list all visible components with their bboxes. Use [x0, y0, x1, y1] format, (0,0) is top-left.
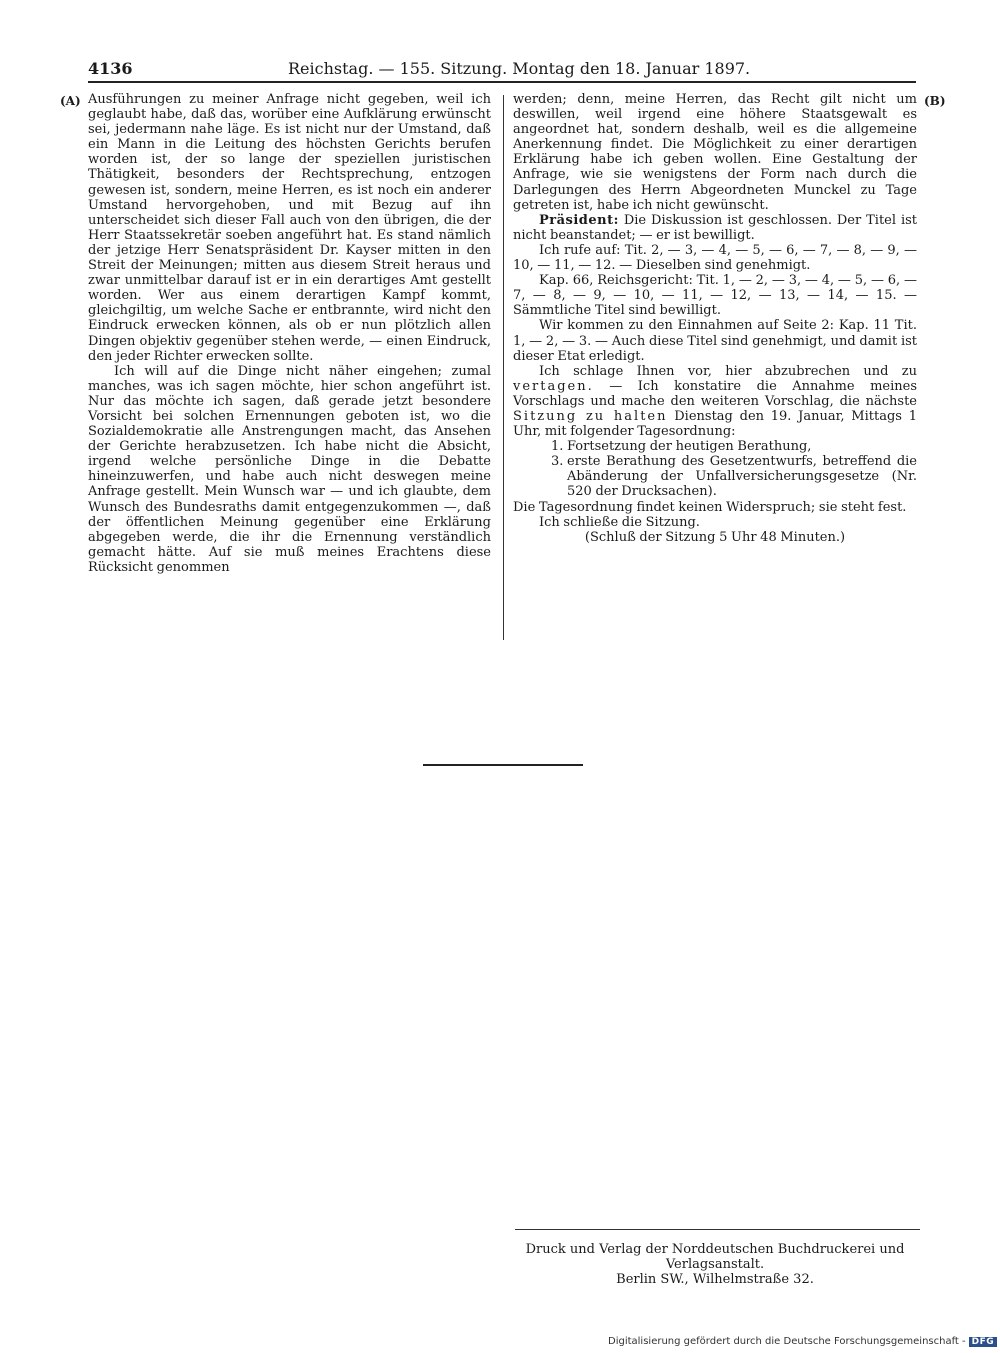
end-rule: [423, 764, 583, 766]
agenda-list: [513, 439, 917, 499]
agenda-number: 3.: [551, 454, 564, 470]
text-run: — Ich konstatire die Annahme meines Vorschlags und mache den weiteren Vorschlag, die nächste: [513, 378, 917, 409]
paragraph: [513, 213, 917, 243]
imprint-line: Berlin SW., Wilhelmstraße 32.: [616, 1272, 814, 1287]
column-divider: [503, 95, 504, 640]
closing-note: (Schluß der Sitzung 5 Uhr 48 Minuten.): [584, 529, 846, 545]
margin-marker-b: (B): [924, 94, 946, 108]
imprint: [510, 1242, 920, 1287]
running-title: Reichstag. — 155. Sitzung. Montag den 18. Januar 1897.: [288, 59, 751, 78]
paragraph: Die Tagesordnung findet keinen Widerspruch; sie steht fest.: [513, 499, 907, 515]
paragraph: Ich will auf die Dinge nicht näher eingehen; zumal manches, was ich sagen möchte, hier schon angeführt ist. Nur das möchte ich sagen, daß gerade jetzt besondere Vorsicht bei solchen Ernennungen geboten ist, wo die Sozialdemokratie alle Anstrengungen macht, das Ansehen der Gerichte herabzusetzen. Ich habe nicht die Absicht, irgend welche persönliche Dinge in die Debatte hineinzuwerfen, und habe auch nicht deswegen meine Anfrage gestellt. Mein Wunsch war — und ich glaubte, dem Wunsch des Bundesraths damit entgegenzukommen —, daß der öffentlichen Meinung gegenüber eine Erklärung abgegeben werde, die ihr die Ernennung verständlich gemacht hätte. Auf sie muß meines Erachtens diese Rücksicht genommen: [88, 363, 491, 575]
page-header: [88, 58, 914, 80]
paragraph: Ich schließe die Sitzung.: [539, 514, 700, 530]
text-run: Dienstag den 19. Januar, Mittags 1 Uhr, mit folgender Tagesordnung:: [513, 408, 917, 440]
spaced-text: Sitzung zu halten: [513, 408, 668, 424]
page-number: 4136: [88, 59, 133, 78]
paragraph: Ausführungen zu meiner Anfrage nicht gegeben, weil ich geglaubt habe, daß das, worüber eine Aufklärung erwünscht sei, jedermann nahe läge. Es ist nicht nur der Umstand, daß ein Mann in die Leitung des höchsten Gerichts berufen worden ist, der so lange der speziellen juristischen Thätigkeit, besonders der Rechtsprechung, entzogen gewesen ist, sondern, meine Herren, es ist noch ein anderer Umstand hervorgehoben, und mit Bezug auf ihn unterscheidet sich dieser Fall auch von den übrigen, die der Herr Staatssekretär soeben angeführt hat. Es stand nämlich der jetzige Herr Senatspräsident Dr. Kayser mitten in den Streit der Meinungen; mitten aus diesem Streit heraus und zwar unmittelbar darauf ist er in ein derartiges Amt gestellt worden. Wer aus einem derartigen Kampf kommt, gleichgiltig, um welche Sache er entbrannte, wird nicht den Eindruck erwecken können, als ob er nun plötzlich allen Dingen objektiv gegenüber stehen werde, — einen Eindruck, den jeder Richter erwecken sollte.: [88, 92, 491, 364]
left-column: [88, 92, 491, 575]
paragraph: Ich rufe auf: Tit. 2, — 3, — 4, — 5, — 6, — 7, — 8, — 9, — 10, — 11, — 12. — Dieselben sind genehmigt.: [513, 242, 917, 274]
agenda-item: [551, 454, 917, 499]
paragraph: Wir kommen zu den Einnahmen auf Seite 2: Kap. 11 Tit. 1, — 2, — 3. — Auch diese Titel sind genehmigt, und damit ist dieser Etat erledigt.: [513, 318, 917, 364]
agenda-item: [551, 439, 917, 454]
right-column: [513, 92, 917, 545]
text-run: Ich schlage Ihnen vor, hier abzubrechen und zu: [539, 363, 917, 379]
imprint-line: Druck und Verlag der Norddeutschen Buchdruckerei und Verlagsanstalt.: [525, 1242, 905, 1272]
margin-marker-a: (A): [60, 94, 81, 108]
dfg-logo-icon: DFG: [969, 1337, 998, 1347]
agenda-text: Fortsetzung der heutigen Berathung,: [567, 439, 812, 455]
imprint-rule: [515, 1229, 920, 1230]
paragraph: werden; denn, meine Herren, das Recht gilt nicht um deswillen, weil irgend eine höhere Staatsgewalt es angeordnet hat, sondern deshalb, weil es die allgemeine Anerkennung findet. Die Möglichkeit zu einer derartigen Erklärung habe ich geben wollen. Eine Gestaltung der Anfrage, wie sie wenigstens der Form nach durch die Darlegungen des Herrn Abgeordneten Munckel zu Tage getreten ist, habe ich nicht gewünscht.: [513, 92, 917, 213]
paragraph: [513, 364, 917, 439]
speaker-text: Die Diskussion ist geschlossen. Der Titel ist nicht beanstandet; — er ist bewilligt.: [513, 212, 917, 243]
digitization-text: Digitalisierung gefördert durch die Deutsche Forschungsgemeinschaft -: [608, 1336, 966, 1347]
agenda-text: erste Berathung des Gesetzentwurfs, betreffend die Abänderung der Unfallversicherungsgesetze (Nr. 520 der Drucksachen).: [567, 454, 917, 500]
spaced-text: vertagen.: [513, 378, 594, 394]
digitization-note: [608, 1336, 997, 1347]
agenda-number: 1.: [551, 439, 564, 455]
header-rule: [88, 81, 916, 83]
speaker-label: Präsident:: [539, 212, 619, 228]
paragraph: Kap. 66, Reichsgericht: Tit. 1, — 2, — 3, — 4, — 5, — 6, — 7, — 8, — 9, — 10, — 11, — 12, — 13, — 14, — 15. — Sämmtliche Titel sind bewilligt.: [513, 273, 917, 319]
